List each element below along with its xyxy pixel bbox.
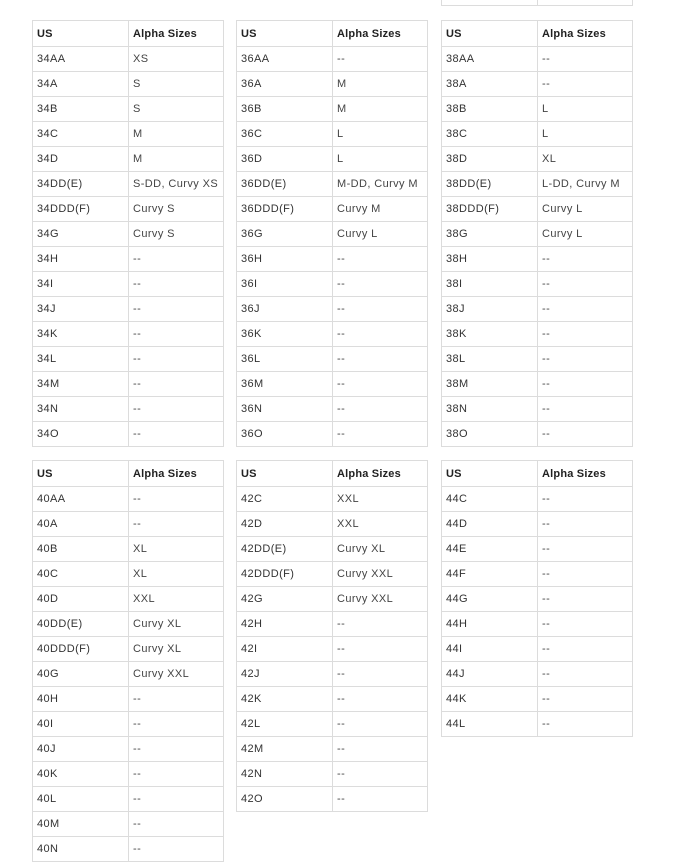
previous-table-fragment: [441, 0, 633, 6]
us-size-cell: 38D: [442, 147, 538, 172]
table-row: [33, 272, 224, 297]
us-size-cell: 38C: [442, 122, 538, 147]
alpha-size-cell: --: [333, 637, 428, 662]
table-row: [237, 787, 428, 812]
table-row: [237, 97, 428, 122]
us-size-cell: 34DD(E): [33, 172, 129, 197]
size-table-42: [236, 460, 428, 812]
us-size-cell: 38H: [442, 247, 538, 272]
table-row: [33, 247, 224, 272]
table-row: [442, 147, 633, 172]
alpha-size-cell: Curvy S: [129, 222, 224, 247]
table-row: [33, 712, 224, 737]
alpha-size-cell: --: [129, 347, 224, 372]
table-row: [33, 97, 224, 122]
column-header-us: US: [442, 21, 538, 47]
us-size-cell: 38G: [442, 222, 538, 247]
table-row: [33, 197, 224, 222]
table-row: [442, 122, 633, 147]
column-header-alpha-sizes: Alpha Sizes: [538, 21, 633, 47]
table-row: [237, 322, 428, 347]
alpha-size-cell: --: [333, 397, 428, 422]
alpha-size-cell: L: [333, 122, 428, 147]
table-row: [33, 537, 224, 562]
table-row: [442, 322, 633, 347]
us-size-cell: 34L: [33, 347, 129, 372]
us-size-cell: 34A: [33, 72, 129, 97]
alpha-size-cell: XL: [129, 537, 224, 562]
table-row: [237, 247, 428, 272]
us-size-cell: 42G: [237, 587, 333, 612]
alpha-size-cell: --: [129, 762, 224, 787]
us-size-cell: 34DDD(F): [33, 197, 129, 222]
alpha-size-cell: --: [333, 612, 428, 637]
column-header-alpha-sizes: Alpha Sizes: [333, 21, 428, 47]
table-row: [237, 612, 428, 637]
alpha-size-cell: L-DD, Curvy M: [538, 172, 633, 197]
alpha-size-cell: --: [333, 662, 428, 687]
us-size-cell: 42M: [237, 737, 333, 762]
alpha-size-cell: --: [333, 687, 428, 712]
size-table-36: [236, 20, 428, 447]
us-size-cell: 34C: [33, 122, 129, 147]
table-row: [442, 562, 633, 587]
table-row: [237, 297, 428, 322]
table-row: [237, 197, 428, 222]
alpha-size-cell: --: [538, 587, 633, 612]
us-size-cell: 34B: [33, 97, 129, 122]
us-size-cell: 34J: [33, 297, 129, 322]
table-row: [442, 297, 633, 322]
us-size-cell: 38K: [442, 322, 538, 347]
alpha-size-cell: Curvy XXL: [129, 662, 224, 687]
us-size-cell: 40H: [33, 687, 129, 712]
size-table-44: [441, 460, 633, 737]
alpha-size-cell: XL: [129, 562, 224, 587]
table-row: [237, 487, 428, 512]
column-header-alpha-sizes: Alpha Sizes: [129, 461, 224, 487]
table-row: [237, 47, 428, 72]
us-size-cell: 40J: [33, 737, 129, 762]
table-header-row: [442, 461, 633, 487]
alpha-size-cell: --: [333, 47, 428, 72]
table-row: [33, 737, 224, 762]
column-header-alpha-sizes: Alpha Sizes: [129, 21, 224, 47]
alpha-size-cell: --: [333, 247, 428, 272]
us-size-cell: 44G: [442, 587, 538, 612]
alpha-size-cell: --: [538, 397, 633, 422]
us-size-cell: 40A: [33, 512, 129, 537]
table-row: [237, 712, 428, 737]
table-row: [442, 222, 633, 247]
alpha-size-cell: --: [538, 247, 633, 272]
alpha-size-cell: XXL: [333, 487, 428, 512]
alpha-size-cell: S-DD, Curvy XS: [129, 172, 224, 197]
table-row: [33, 662, 224, 687]
us-size-cell: 40DDD(F): [33, 637, 129, 662]
alpha-size-cell: --: [538, 422, 633, 447]
table-header-row: [237, 21, 428, 47]
table-row: [237, 422, 428, 447]
table-row: [237, 222, 428, 247]
alpha-size-cell: --: [129, 297, 224, 322]
alpha-size-cell: --: [129, 512, 224, 537]
alpha-size-cell: --: [538, 72, 633, 97]
us-size-cell: 36C: [237, 122, 333, 147]
us-size-cell: 40I: [33, 712, 129, 737]
alpha-size-cell: Curvy XL: [333, 537, 428, 562]
alpha-size-cell: --: [538, 712, 633, 737]
table-row: [33, 562, 224, 587]
alpha-size-cell: --: [129, 487, 224, 512]
alpha-size-cell: Curvy L: [333, 222, 428, 247]
us-size-cell: 42DD(E): [237, 537, 333, 562]
us-size-cell: 38DDD(F): [442, 197, 538, 222]
us-size-cell: 34H: [33, 247, 129, 272]
table-row: [237, 147, 428, 172]
table-row: [442, 347, 633, 372]
alpha-size-cell: --: [538, 612, 633, 637]
alpha-size-cell: --: [538, 487, 633, 512]
us-size-cell: 44I: [442, 637, 538, 662]
column-header-us: US: [237, 461, 333, 487]
us-size-cell: 40K: [33, 762, 129, 787]
us-size-cell: 44J: [442, 662, 538, 687]
table-row: [237, 372, 428, 397]
alpha-size-cell: --: [333, 712, 428, 737]
alpha-size-cell: --: [129, 812, 224, 837]
table-row: [33, 637, 224, 662]
alpha-size-cell: --: [129, 372, 224, 397]
us-size-cell: 34AA: [33, 47, 129, 72]
table-row: [33, 612, 224, 637]
us-size-cell: 42DDD(F): [237, 562, 333, 587]
us-size-cell: 36M: [237, 372, 333, 397]
alpha-size-cell: --: [129, 787, 224, 812]
table-row: [237, 122, 428, 147]
alpha-size-cell: --: [129, 247, 224, 272]
alpha-size-cell: Curvy XL: [129, 637, 224, 662]
alpha-size-cell: --: [333, 272, 428, 297]
us-size-cell: 40AA: [33, 487, 129, 512]
alpha-size-cell: M: [129, 122, 224, 147]
table-row: [33, 372, 224, 397]
us-size-cell: 34N: [33, 397, 129, 422]
table-row: [33, 172, 224, 197]
table-row: [33, 47, 224, 72]
alpha-size-cell: --: [129, 397, 224, 422]
us-size-cell: 36J: [237, 297, 333, 322]
us-size-cell: 38AA: [442, 47, 538, 72]
table-row: [33, 322, 224, 347]
table-row: [33, 397, 224, 422]
alpha-size-cell: --: [538, 512, 633, 537]
us-size-cell: 34K: [33, 322, 129, 347]
table-row: [237, 347, 428, 372]
table-row: [442, 687, 633, 712]
us-size-cell: 36N: [237, 397, 333, 422]
us-size-cell: 44K: [442, 687, 538, 712]
us-size-cell: 44H: [442, 612, 538, 637]
us-size-cell: 36O: [237, 422, 333, 447]
table-row: [237, 737, 428, 762]
us-size-cell: 42I: [237, 637, 333, 662]
us-size-cell: 40N: [33, 837, 129, 862]
table-row: [33, 147, 224, 172]
table-row: [237, 662, 428, 687]
table-row: [33, 837, 224, 862]
column-header-alpha-sizes: Alpha Sizes: [333, 461, 428, 487]
us-size-cell: 36G: [237, 222, 333, 247]
alpha-size-cell: --: [129, 837, 224, 862]
alpha-size-cell: XXL: [333, 512, 428, 537]
column-header-us: US: [33, 461, 129, 487]
alpha-size-cell: XL: [538, 147, 633, 172]
table-row: [33, 762, 224, 787]
alpha-size-cell: Curvy M: [333, 197, 428, 222]
alpha-size-cell: M: [129, 147, 224, 172]
us-size-cell: 42J: [237, 662, 333, 687]
table-header-row: [33, 21, 224, 47]
alpha-size-cell: L: [333, 147, 428, 172]
table-row: [237, 272, 428, 297]
us-size-cell: 44F: [442, 562, 538, 587]
alpha-size-cell: --: [538, 372, 633, 397]
us-size-cell: 36H: [237, 247, 333, 272]
column-header-alpha-sizes: Alpha Sizes: [538, 461, 633, 487]
alpha-size-cell: XS: [129, 47, 224, 72]
alpha-size-cell: --: [129, 322, 224, 347]
table-row: [237, 587, 428, 612]
alpha-size-cell: S: [129, 72, 224, 97]
us-size-cell: 42L: [237, 712, 333, 737]
table-row: [442, 397, 633, 422]
table-row: [33, 422, 224, 447]
us-size-cell: 38N: [442, 397, 538, 422]
alpha-size-cell: --: [333, 347, 428, 372]
alpha-size-cell: L: [538, 122, 633, 147]
us-size-cell: 42K: [237, 687, 333, 712]
us-size-cell: 34M: [33, 372, 129, 397]
table-row: [237, 397, 428, 422]
alpha-size-cell: Curvy XXL: [333, 587, 428, 612]
column-header-us: US: [33, 21, 129, 47]
table-row: [237, 512, 428, 537]
us-size-cell: 40L: [33, 787, 129, 812]
table-header-row: [237, 461, 428, 487]
us-size-cell: 36A: [237, 72, 333, 97]
us-size-cell: 40D: [33, 587, 129, 612]
table-row: [237, 562, 428, 587]
table-row: [442, 72, 633, 97]
alpha-size-cell: M: [333, 97, 428, 122]
alpha-size-cell: --: [129, 737, 224, 762]
us-size-cell: 40DD(E): [33, 612, 129, 637]
alpha-size-cell: Curvy XL: [129, 612, 224, 637]
alpha-size-cell: M-DD, Curvy M: [333, 172, 428, 197]
table-row: [442, 712, 633, 737]
table-row: [33, 487, 224, 512]
us-size-cell: 38L: [442, 347, 538, 372]
alpha-size-cell: --: [129, 687, 224, 712]
alpha-size-cell: --: [333, 762, 428, 787]
alpha-size-cell: L: [538, 97, 633, 122]
table-row: [442, 512, 633, 537]
table-row: [442, 537, 633, 562]
us-size-cell: 34G: [33, 222, 129, 247]
table-row: [237, 72, 428, 97]
table-row: [237, 637, 428, 662]
alpha-size-cell: --: [538, 537, 633, 562]
table-row: [442, 637, 633, 662]
alpha-size-cell: S: [129, 97, 224, 122]
us-size-cell: 42H: [237, 612, 333, 637]
us-size-cell: 36B: [237, 97, 333, 122]
size-table-38: [441, 20, 633, 447]
table-row: [33, 122, 224, 147]
alpha-size-cell: --: [129, 272, 224, 297]
alpha-size-cell: Curvy XXL: [333, 562, 428, 587]
us-size-cell: 36DD(E): [237, 172, 333, 197]
table-row: [237, 687, 428, 712]
table-row: [442, 247, 633, 272]
alpha-size-cell: --: [538, 347, 633, 372]
alpha-size-cell: XXL: [129, 587, 224, 612]
us-size-cell: 34D: [33, 147, 129, 172]
alpha-size-cell: --: [333, 297, 428, 322]
us-size-cell: 44C: [442, 487, 538, 512]
table-row: [442, 47, 633, 72]
alpha-size-cell: --: [538, 47, 633, 72]
alpha-size-cell: --: [538, 637, 633, 662]
alpha-size-cell: M: [333, 72, 428, 97]
table-row: [33, 222, 224, 247]
alpha-size-cell: --: [129, 712, 224, 737]
us-size-cell: 36D: [237, 147, 333, 172]
us-size-cell: 38DD(E): [442, 172, 538, 197]
table-row: [442, 97, 633, 122]
size-table-34: [32, 20, 224, 447]
alpha-size-cell: --: [129, 422, 224, 447]
us-size-cell: 36AA: [237, 47, 333, 72]
us-size-cell: 38O: [442, 422, 538, 447]
table-header-row: [442, 21, 633, 47]
table-row: [237, 762, 428, 787]
alpha-size-cell: --: [333, 322, 428, 347]
table-row: [442, 372, 633, 397]
us-size-cell: 40M: [33, 812, 129, 837]
table-row: [442, 422, 633, 447]
alpha-size-cell: Curvy S: [129, 197, 224, 222]
us-size-cell: 38I: [442, 272, 538, 297]
table-row: [442, 662, 633, 687]
alpha-size-cell: --: [333, 787, 428, 812]
table-row: [33, 587, 224, 612]
table-row: [33, 787, 224, 812]
table-row: [442, 197, 633, 222]
alpha-size-cell: Curvy L: [538, 222, 633, 247]
us-size-cell: 34O: [33, 422, 129, 447]
column-header-us: US: [237, 21, 333, 47]
alpha-size-cell: --: [538, 562, 633, 587]
us-size-cell: 38J: [442, 297, 538, 322]
us-size-cell: 42O: [237, 787, 333, 812]
table-row: [33, 72, 224, 97]
us-size-cell: 36DDD(F): [237, 197, 333, 222]
table-row: [442, 587, 633, 612]
size-table-40: [32, 460, 224, 862]
table-row: [442, 612, 633, 637]
alpha-size-cell: --: [538, 272, 633, 297]
us-size-cell: 38M: [442, 372, 538, 397]
us-size-cell: 40B: [33, 537, 129, 562]
us-size-cell: 40C: [33, 562, 129, 587]
table-row: [33, 812, 224, 837]
alpha-size-cell: --: [333, 737, 428, 762]
us-size-cell: 38A: [442, 72, 538, 97]
us-size-cell: 34I: [33, 272, 129, 297]
alpha-size-cell: --: [538, 322, 633, 347]
alpha-size-cell: --: [538, 662, 633, 687]
us-size-cell: 42C: [237, 487, 333, 512]
alpha-size-cell: Curvy L: [538, 197, 633, 222]
table-row: [33, 297, 224, 322]
table-row: [33, 347, 224, 372]
us-size-cell: 44L: [442, 712, 538, 737]
us-size-cell: 38B: [442, 97, 538, 122]
us-size-cell: 36I: [237, 272, 333, 297]
table-row: [237, 172, 428, 197]
table-row: [442, 172, 633, 197]
table-row: [442, 487, 633, 512]
us-size-cell: 44D: [442, 512, 538, 537]
us-size-cell: 40G: [33, 662, 129, 687]
us-size-cell: 42N: [237, 762, 333, 787]
us-size-cell: 36L: [237, 347, 333, 372]
column-header-us: US: [442, 461, 538, 487]
alpha-size-cell: --: [538, 687, 633, 712]
alpha-size-cell: --: [333, 422, 428, 447]
us-size-cell: 36K: [237, 322, 333, 347]
us-size-cell: 44E: [442, 537, 538, 562]
table-header-row: [33, 461, 224, 487]
alpha-size-cell: --: [333, 372, 428, 397]
table-row: [237, 537, 428, 562]
table-row: [442, 272, 633, 297]
table-row: [33, 512, 224, 537]
alpha-size-cell: --: [538, 297, 633, 322]
us-size-cell: 42D: [237, 512, 333, 537]
table-row: [33, 687, 224, 712]
